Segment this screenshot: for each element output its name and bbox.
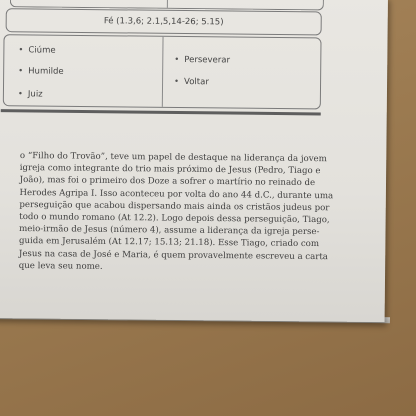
body-line: perseguição que acabou dispersando mais ainda os cristãos judeus por: [19, 199, 330, 214]
word-label: Voltar: [184, 77, 209, 88]
body-paragraph: [19, 150, 336, 275]
word-item: [174, 55, 230, 66]
body-line: guida em Jerusalém (At 12.17; 15.13; 21.18). Esse Tiago, criado com: [18, 236, 320, 250]
bullet-icon: •: [17, 89, 23, 100]
word-list-divider: [162, 37, 164, 107]
word-item: [18, 45, 55, 55]
body-line: João), mas foi o primeiro dos Doze a sofrer o martírio no reinado de: [19, 175, 316, 189]
bullet-icon: •: [18, 66, 24, 77]
body-line: que leva seu nome.: [18, 260, 103, 272]
body-line: igreja como integrante do trio mais próximo de Jesus (Pedro, Tiago e: [19, 163, 321, 177]
word-item: [18, 89, 43, 99]
bullet-icon: •: [174, 76, 180, 87]
reference-text: Fé (1.3,6; 2.1,5,14-26; 5.15): [103, 16, 224, 28]
body-line: Jesus na casa de José e Maria, é quem provavelmente escreveu a carta: [18, 248, 329, 262]
word-label: Juiz: [27, 89, 43, 100]
word-list-box: [3, 34, 322, 109]
body-line: Herodes Agripa I. Isso aconteceu por volta do ano 44 d.C., durante uma: [19, 187, 334, 201]
body-line: meio-irmão de Jesus (número 4), assume a liderança da igreja perse-: [19, 224, 320, 238]
reference-box: [6, 8, 322, 35]
word-label: Perseverar: [184, 55, 231, 66]
word-item: [174, 77, 209, 87]
body-line: o “Filho do Trovão”, teve um papel de destaque na liderança da jovem: [19, 150, 327, 165]
previous-box-divider: [167, 0, 168, 8]
word-label: Humilde: [28, 66, 64, 77]
word-item: [18, 66, 64, 76]
bullet-icon: •: [174, 54, 180, 65]
word-label: Ciúme: [28, 45, 56, 56]
bullet-icon: •: [18, 45, 24, 56]
section-rule: [1, 109, 321, 115]
body-line: todo o mundo romano (At 12.2). Logo depois dessa perseguição, Tiago,: [19, 212, 330, 226]
